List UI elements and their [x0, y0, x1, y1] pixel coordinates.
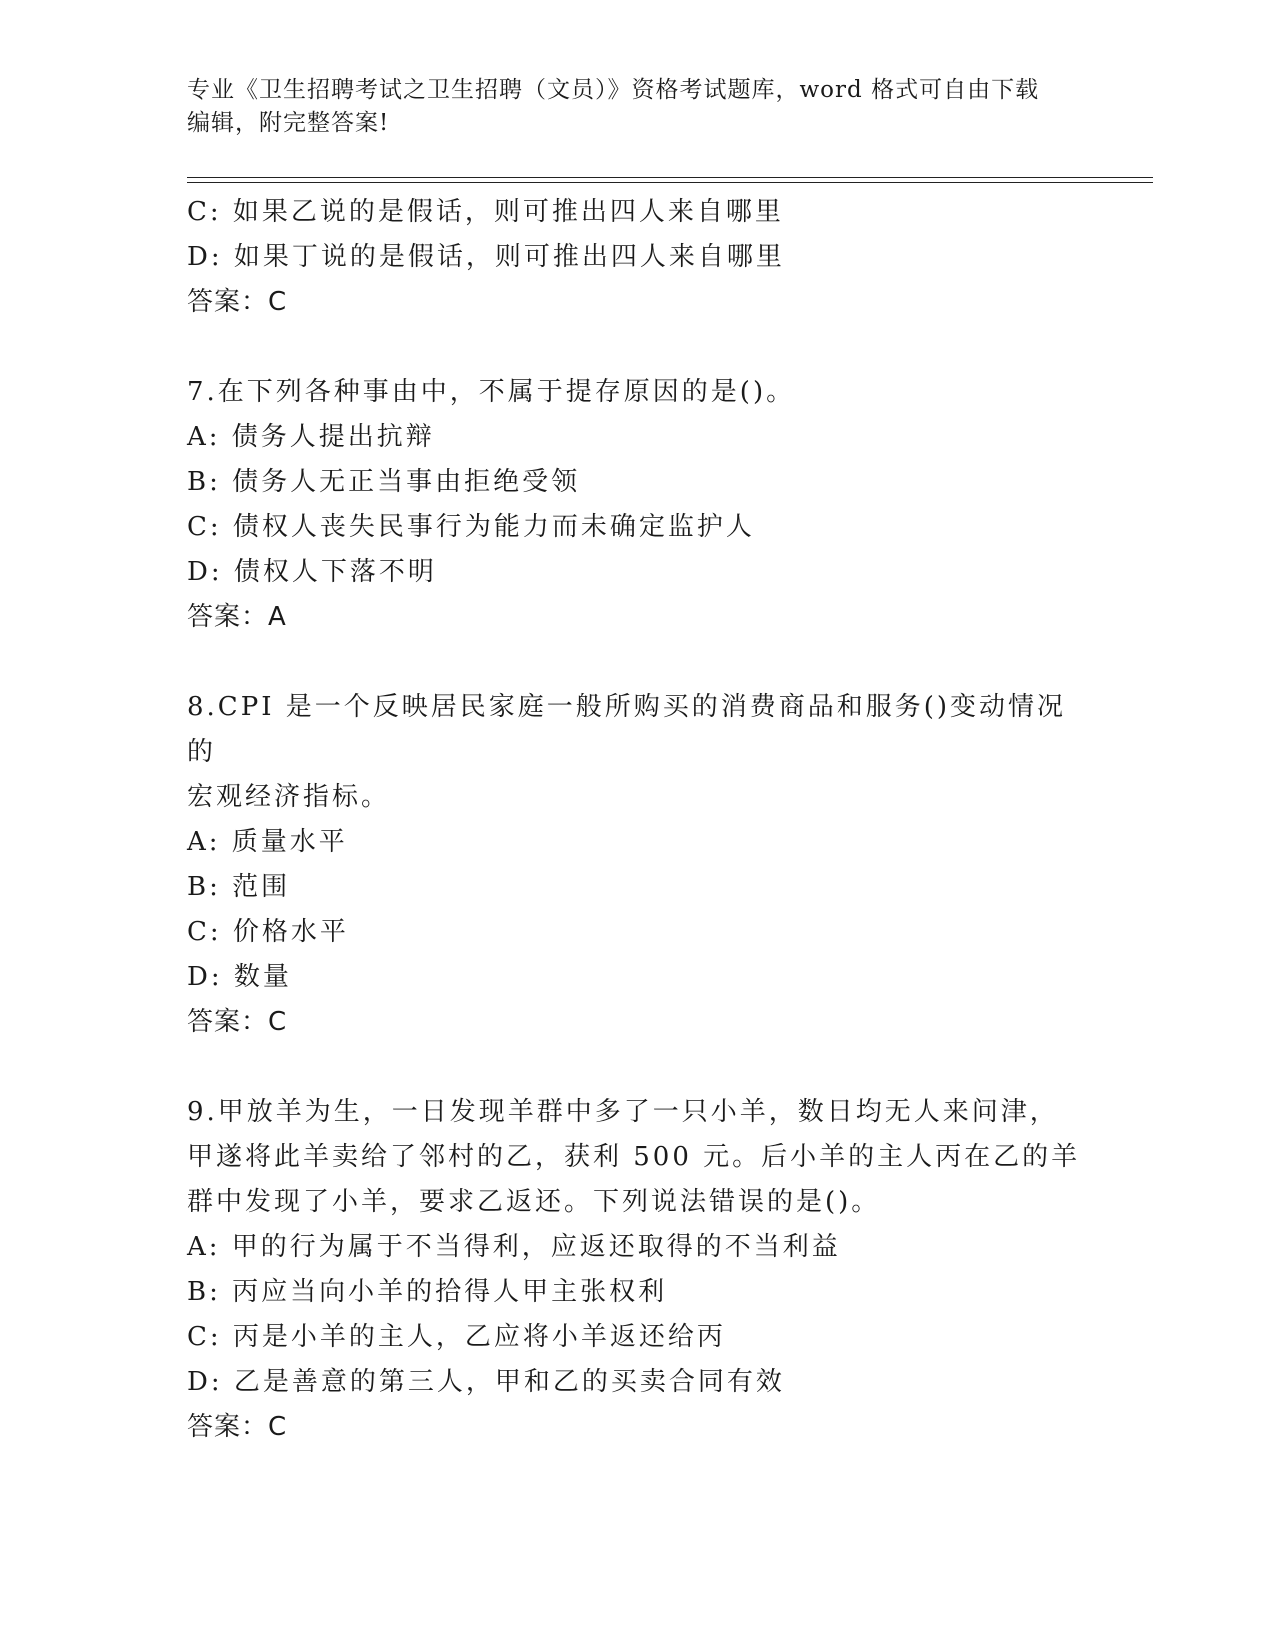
- answer-line: 答案：C: [187, 287, 288, 317]
- option-b: B: 范围: [187, 872, 291, 902]
- answer-line: 答案：C: [187, 1007, 288, 1037]
- option-a: A: 甲的行为属于不当得利，应返还取得的不当利益: [187, 1232, 841, 1262]
- question-text-line-1: 9.甲放羊为生，一日发现羊群中多了一只小羊，数日均无人来问津，: [187, 1097, 1059, 1127]
- header-line-2: 编辑，附完整答案!: [187, 110, 390, 136]
- answer-line: 答案：C: [187, 1412, 288, 1442]
- answer-line: 答案：A: [187, 602, 287, 632]
- document-header: [187, 74, 1067, 140]
- document-body: [187, 190, 1087, 1450]
- question-text: 7.在下列各种事由中，不属于提存原因的是()。: [187, 377, 796, 407]
- question-7: [187, 370, 1087, 640]
- option-c: C: 价格水平: [187, 917, 349, 947]
- header-divider-top: [187, 177, 1153, 178]
- question-text-line-2: 甲遂将此羊卖给了邻村的乙，获利 500 元。后小羊的主人丙在乙的羊: [187, 1142, 1081, 1172]
- question-text-line-3: 群中发现了小羊，要求乙返还。下列说法错误的是()。: [187, 1187, 881, 1217]
- question-8: [187, 685, 1087, 1045]
- option-c: C: 债权人丧失民事行为能力而未确定监护人: [187, 512, 755, 542]
- question-9: [187, 1090, 1087, 1450]
- option-d: D: 债权人下落不明: [187, 557, 437, 587]
- option-d: D: 如果丁说的是假话，则可推出四人来自哪里: [187, 242, 785, 272]
- option-c: C: 丙是小羊的主人，乙应将小羊返还给丙: [187, 1322, 726, 1352]
- option-d: D: 乙是善意的第三人，甲和乙的买卖合同有效: [187, 1367, 785, 1397]
- option-a: A: 质量水平: [187, 827, 348, 857]
- option-b: B: 债务人无正当事由拒绝受领: [187, 467, 581, 497]
- header-divider-bottom: [187, 182, 1153, 183]
- question-text-line-1: 8.CPI 是一个反映居民家庭一般所购买的消费商品和服务()变动情况的: [187, 692, 1067, 767]
- header-line-1: 专业《卫生招聘考试之卫生招聘（文员）》资格考试题库，word 格式可自由下载: [187, 77, 1040, 103]
- option-a: A: 债务人提出抗辩: [187, 422, 435, 452]
- option-d: D: 数量: [187, 962, 292, 992]
- question-text-line-2: 宏观经济指标。: [187, 782, 391, 812]
- previous-question-tail: [187, 190, 1087, 325]
- option-b: B: 丙应当向小羊的拾得人甲主张权利: [187, 1277, 668, 1307]
- option-c: C: 如果乙说的是假话，则可推出四人来自哪里: [187, 197, 784, 227]
